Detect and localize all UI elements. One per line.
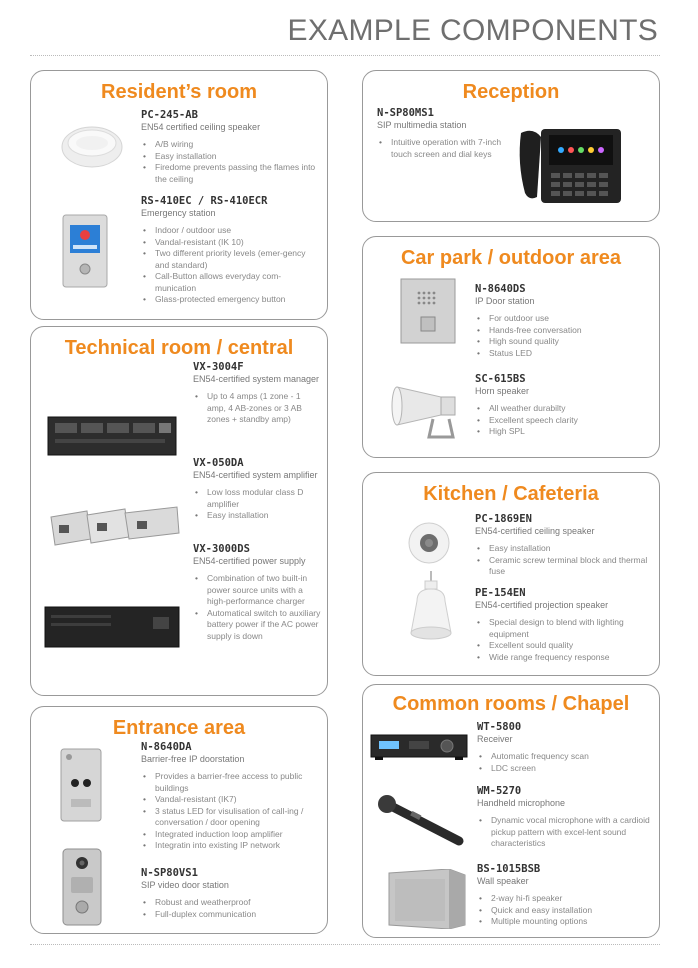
feature: • Excellent speech clarity [475, 415, 651, 427]
product-desc: EN54-certified ceiling speaker [475, 526, 595, 536]
product-name: WM-5270 [477, 785, 522, 797]
feature: • Low loss modular class D amplifier [193, 487, 321, 510]
feature: • Indoor / outdoor use [141, 225, 321, 237]
feature-list [193, 487, 321, 522]
product-desc: EN54-certified system amplifier [193, 470, 318, 480]
section-kitchen [362, 472, 660, 676]
ceiling-speaker-image [57, 117, 127, 177]
section-technical [30, 326, 328, 696]
system-amplifier-image [47, 503, 181, 549]
product-desc: Handheld microphone [477, 798, 566, 808]
ip-door-station-image [399, 277, 457, 345]
product-name: VX-3000DS [193, 543, 250, 555]
product-name: VX-3004F [193, 361, 244, 373]
section-title: Common rooms / Chapel [392, 693, 630, 715]
section-title: Resident’s room [101, 81, 257, 103]
feature-list [377, 137, 507, 160]
feature: • Glass-protected emergency button [141, 294, 321, 306]
product-desc: Wall speaker [477, 876, 529, 886]
product-name: SC-615BS [475, 373, 526, 385]
product-desc: Barrier-free IP doorstation [141, 754, 245, 764]
feature: • High SPL [475, 426, 651, 438]
page-title: EXAMPLE COMPONENTS [287, 14, 658, 47]
product-name: VX-050DA [193, 457, 244, 469]
product-vx-050da [193, 457, 321, 522]
emergency-station-image [61, 213, 109, 289]
product-name: N-8640DA [141, 741, 192, 753]
feature-list [141, 771, 321, 852]
wall-speaker-image [385, 869, 469, 929]
feature: • 3 status LED for visulisation of call-ing / conversation / door opening [141, 806, 321, 829]
ceiling-speaker-image [407, 521, 451, 565]
section-common [362, 684, 660, 938]
section-entrance [30, 706, 328, 934]
section-title: Car park / outdoor area [400, 247, 622, 269]
product-vx-3004f [193, 361, 321, 426]
product-desc: Receiver [477, 734, 513, 744]
feature: • Status LED [475, 348, 651, 360]
product-rs-410ec [141, 195, 321, 306]
product-wt-5800 [477, 721, 653, 774]
product-name: PC-245-AB [141, 109, 198, 121]
feature: • Integratin into existing IP network [141, 840, 321, 852]
doorstation-image [59, 747, 103, 823]
receiver-image [369, 731, 469, 763]
feature: • Up to 4 amps (1 zone - 1 amp, 4 AB-zones or 3 AB zones + standby amp) [193, 391, 321, 426]
product-name: RS-410EC / RS-410ECR [141, 195, 268, 207]
feature-list [193, 391, 321, 426]
bottom-divider [30, 944, 660, 945]
power-supply-image [43, 603, 181, 649]
feature: • LDC screen [477, 763, 653, 775]
product-name: PE-154EN [475, 587, 526, 599]
product-bs-1015bsb [477, 863, 653, 928]
horn-speaker-image [389, 379, 469, 443]
section-title: Kitchen / Cafeteria [423, 483, 599, 505]
multimedia-station-image [515, 123, 625, 207]
feature: • Wide range frequency response [475, 652, 653, 664]
product-pc-1869en [475, 513, 653, 578]
product-name: PC-1869EN [475, 513, 532, 525]
feature: • Ceramic screw terminal block and thermal fuse [475, 555, 653, 578]
projection-speaker-image [407, 571, 455, 645]
product-desc: Emergency station [141, 208, 216, 218]
feature: • Robust and weatherproof [141, 897, 321, 909]
feature: • Integrated induction loop amplifier [141, 829, 321, 841]
feature: • All weather durabilty [475, 403, 651, 415]
product-name: N-SP80MS1 [377, 107, 434, 119]
feature-list [477, 815, 653, 850]
feature-list [477, 893, 653, 928]
product-desc: EN54-certified system manager [193, 374, 320, 384]
product-desc: SIP multimedia station [377, 120, 467, 130]
section-reception [362, 70, 660, 222]
feature-list [475, 403, 651, 438]
system-manager-image [47, 413, 177, 459]
product-n-sp80vs1 [141, 867, 321, 920]
product-name: BS-1015BSB [477, 863, 541, 875]
section-resident [30, 70, 328, 320]
feature: • Excellent sould quality [475, 640, 653, 652]
feature-list [141, 225, 321, 306]
feature: • Firedome prevents passing the flames into the ceiling [141, 162, 319, 185]
product-n-sp80ms1 [377, 107, 507, 160]
product-pc-245-ab [141, 109, 319, 185]
feature-list [475, 543, 653, 578]
feature-list [475, 313, 651, 359]
video-door-station-image [61, 847, 103, 927]
product-desc: IP Door station [475, 296, 535, 306]
handheld-microphone-image [375, 795, 467, 849]
feature-list [141, 897, 321, 920]
feature: • Special design to blend with lighting equipment [475, 617, 653, 640]
feature: • Dynamic vocal microphone with a cardioid pickup pattern with excel-lent sound characteristics [477, 815, 653, 850]
product-pe-154en [475, 587, 653, 663]
feature: • 2-way hi-fi speaker [477, 893, 653, 905]
product-name: N-8640DS [475, 283, 526, 295]
section-title: Reception [462, 81, 560, 103]
feature: • Quick and easy installation [477, 905, 653, 917]
feature: • Hands-free conversation [475, 325, 651, 337]
product-wm-5270 [477, 785, 653, 850]
feature-list [477, 751, 653, 774]
product-name: N-SP80VS1 [141, 867, 198, 879]
product-desc: EN54-certified power supply [193, 556, 306, 566]
feature: • Easy installation [475, 543, 653, 555]
feature: • Multiple mounting options [477, 916, 653, 928]
section-title: Technical room / central [64, 337, 294, 359]
top-divider [30, 55, 660, 56]
feature: • Intuitive operation with 7-inch touch screen and dial keys [377, 137, 507, 160]
feature: • Easy installation [141, 151, 319, 163]
product-n-8640ds [475, 283, 651, 359]
feature: • Vandal-resistant (IK 10) [141, 237, 321, 249]
feature: • Combination of two built-in power source units with a high-performance charger [193, 573, 321, 608]
feature: • Call-Button allows everyday com-munication [141, 271, 321, 294]
product-sc-615bs [475, 373, 651, 438]
product-desc: Horn speaker [475, 386, 530, 396]
product-desc: SIP video door station [141, 880, 229, 890]
feature-list [475, 617, 653, 663]
feature-list [193, 573, 321, 642]
section-title: Entrance area [112, 717, 246, 739]
feature: • High sound quality [475, 336, 651, 348]
product-desc: EN54-certified projection speaker [475, 600, 609, 610]
feature-list [141, 139, 319, 185]
feature: • Two different priority levels (emer-gency and standard) [141, 248, 321, 271]
feature: • Provides a barrier-free access to public buildings [141, 771, 321, 794]
product-name: WT-5800 [477, 721, 522, 733]
product-desc: EN54 certified ceiling speaker [141, 122, 261, 132]
feature: • Automatic frequency scan [477, 751, 653, 763]
section-carpark [362, 236, 660, 458]
product-vx-3000ds [193, 543, 321, 642]
product-n-8640da [141, 741, 321, 852]
feature: • For outdoor use [475, 313, 651, 325]
feature: • A/B wiring [141, 139, 319, 151]
feature: • Automatical switch to auxiliary battery power if the AC power supply is down [193, 608, 321, 643]
feature: • Easy installation [193, 510, 321, 522]
feature: • Vandal-resistant (IK7) [141, 794, 321, 806]
feature: • Full-duplex communication [141, 909, 321, 921]
